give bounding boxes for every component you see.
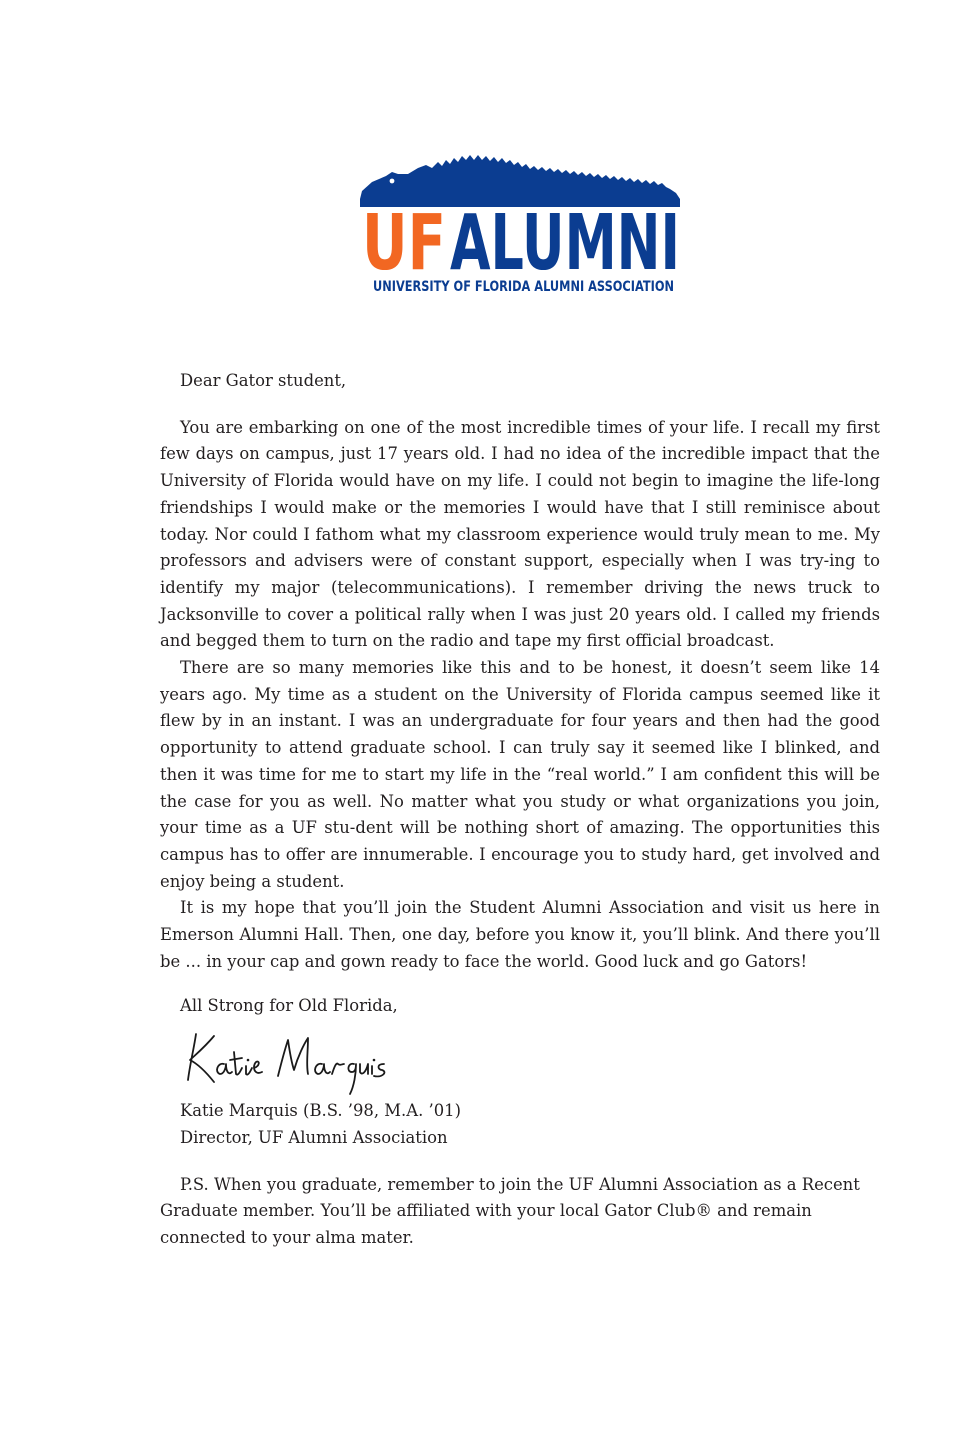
logo-tagline: UNIVERSITY OF FLORIDA ALUMNI ASSOCIATION — [373, 279, 674, 295]
gator-eye-icon — [390, 179, 395, 184]
uf-alumni-logo — [358, 155, 684, 295]
signature-graphic — [178, 1024, 418, 1098]
logo-uf-text: UF — [362, 199, 446, 288]
letter-paragraph-1: You are embarking on one of the most incredible times of your life. I recall my first few days on campus, just 17 years old. I had no idea of the incredible impact that the University of Florida would have on my life. I could not begin to imagine the life-long friendships I would make or the memories I would have that I still reminisce about today. Nor could I fathom what my classroom experience would truly mean to me. My professors and advisers were of constant support, especially when I was try-ing to identify my major (telecommunications). I remember driving the news truck to Jacksonville to cover a political rally when I was just 20 years old. I called my friends and begged them to turn on the radio and tape my first official broadcast. — [160, 417, 880, 651]
salutation: Dear Gator student, — [180, 371, 347, 390]
letter-paragraph-2: There are so many memories like this and to be honest, it doesn’t seem like 14 years ago. My time as a student on the University of Florida campus seemed like it flew by in an instant. I was an undergraduate for four years and then had the good opportunity to attend graduate school. I can truly say it seemed like I blinked, and then it was time for me to start my life in the “real world.” I am confident this will be the case for you as well. No matter what you study or what organizations you join, your time as a UF stu-dent will be nothing short of amazing. The opportunities this campus has to offer are innumerable. I encourage you to study hard, get involved and enjoy being a student. — [160, 658, 880, 891]
postscript: P.S. When you graduate, remember to join the UF Alumni Association as a Recent Graduate member. You’ll be affiliated with your local Gator Club® and remain connected to your alma mater. — [160, 1174, 860, 1247]
letter-body — [160, 368, 880, 1252]
letter-paragraph-3: It is my hope that you’ll join the Student Alumni Association and visit us here in Emerson Alumni Hall. Then, one day, before you know it, you’ll blink. And there you’ll be ... in your cap and gown ready to face the world. Good luck and go Gators! — [160, 898, 880, 971]
signer-name: Katie Marquis (B.S. ’98, M.A. ’01) — [180, 1101, 461, 1121]
signer-title: Director, UF Alumni Association — [180, 1127, 448, 1147]
signature — [178, 1024, 418, 1098]
closing-line: All Strong for Old Florida, — [180, 996, 398, 1016]
gator-logo-graphic — [358, 155, 684, 295]
logo-alumni-text: ALUMNI — [450, 199, 680, 288]
